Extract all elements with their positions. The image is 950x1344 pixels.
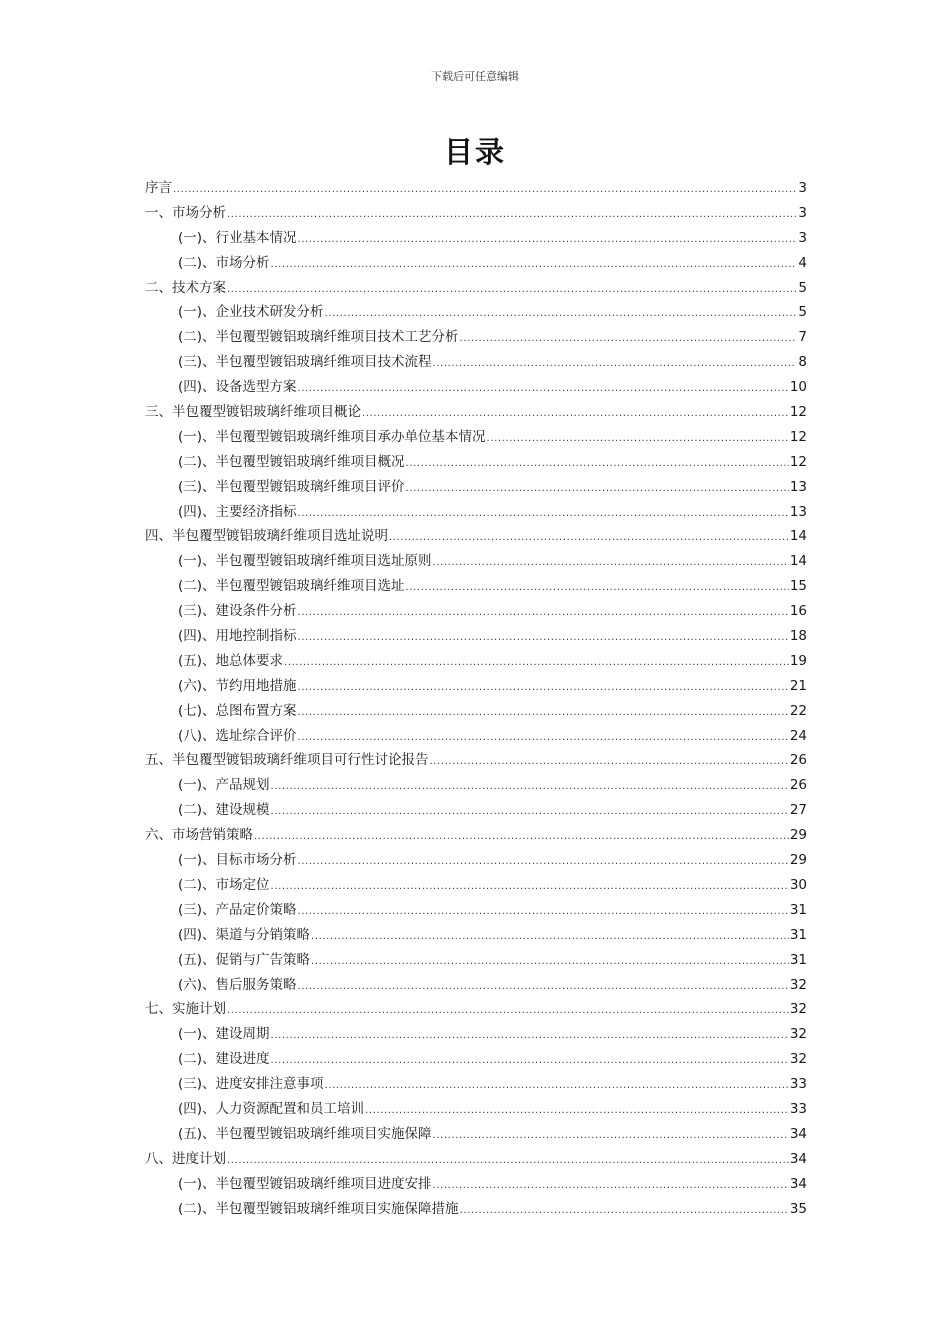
toc-entry-label: (二)、半包覆型镀铝玻璃纤维项目选址 <box>178 578 405 595</box>
toc-entry-page-number: 35 <box>789 1200 807 1217</box>
toc-entry[interactable] <box>145 1097 807 1122</box>
toc-entry-label: (二)、建设规模 <box>178 802 270 819</box>
page-header-note: 下载后可任意编辑 <box>431 70 519 83</box>
toc-dot-leader <box>298 975 789 1000</box>
toc-entry-page-number: 31 <box>789 926 807 943</box>
toc-entry-label: (三)、半包覆型镀铝玻璃纤维项目技术流程 <box>178 354 432 371</box>
toc-dot-leader <box>298 701 789 726</box>
toc-entry[interactable] <box>145 798 807 823</box>
toc-entry[interactable] <box>145 450 807 475</box>
toc-dot-leader <box>362 402 789 427</box>
toc-dot-leader <box>298 850 789 875</box>
toc-entry-label: (四)、人力资源配置和员工培训 <box>178 1100 365 1117</box>
toc-dot-leader <box>298 900 789 925</box>
toc-dot-leader <box>325 1074 789 1099</box>
toc-entry-page-number: 3 <box>798 229 807 246</box>
toc-entry-page-number: 18 <box>789 628 807 645</box>
toc-entry[interactable] <box>145 524 807 549</box>
toc-entry[interactable] <box>145 549 807 574</box>
toc-entry-page-number: 4 <box>798 254 807 271</box>
toc-entry[interactable] <box>145 276 807 301</box>
toc-entry-page-number: 31 <box>789 901 807 918</box>
toc-entry-label: (二)、半包覆型镀铝玻璃纤维项目技术工艺分析 <box>178 329 459 346</box>
toc-entry-label: (八)、选址综合评价 <box>178 727 297 744</box>
toc-entry[interactable] <box>145 1022 807 1047</box>
toc-entry-page-number: 7 <box>798 329 807 346</box>
toc-entry-page-number: 24 <box>789 727 807 744</box>
toc-entry[interactable] <box>145 1047 807 1072</box>
toc-dot-leader <box>227 203 796 228</box>
toc-dot-leader <box>173 178 796 203</box>
toc-entry-label: (四)、设备选型方案 <box>178 379 297 396</box>
toc-dot-leader <box>227 999 789 1024</box>
toc-entry-label: (一)、建设周期 <box>178 1026 270 1043</box>
toc-dot-leader <box>406 452 789 477</box>
toc-entry[interactable] <box>145 997 807 1022</box>
toc-entry-page-number: 29 <box>789 827 807 844</box>
toc-entry-page-number: 3 <box>798 180 807 196</box>
toc-entry-label: (二)、建设进度 <box>178 1051 270 1068</box>
toc-entry-label: 二、技术方案 <box>145 279 226 296</box>
toc-dot-leader <box>433 1174 789 1199</box>
toc-dot-leader <box>227 278 796 303</box>
toc-title: 目录 <box>443 135 506 169</box>
toc-entry-page-number: 8 <box>798 354 807 371</box>
toc-entry[interactable] <box>145 574 807 599</box>
toc-entry[interactable] <box>145 674 807 699</box>
toc-entry-page-number: 33 <box>789 1100 807 1117</box>
toc-dot-leader <box>284 651 789 676</box>
toc-entry-label: 序言 <box>145 180 172 196</box>
toc-entry[interactable] <box>145 873 807 898</box>
toc-dot-leader <box>298 228 796 253</box>
toc-entry-label: (一)、行业基本情况 <box>178 229 297 246</box>
toc-entry-label: 四、半包覆型镀铝玻璃纤维项目选址说明 <box>145 528 388 545</box>
toc-dot-leader <box>389 526 789 551</box>
toc-dot-leader <box>430 750 789 775</box>
toc-entry[interactable] <box>145 350 807 375</box>
toc-dot-leader <box>271 875 789 900</box>
toc-entry-page-number: 14 <box>789 553 807 570</box>
toc-entry-label: (二)、半包覆型镀铝玻璃纤维项目实施保障措施 <box>178 1200 459 1217</box>
toc-entry-page-number: 12 <box>789 428 807 445</box>
toc-entry[interactable] <box>145 201 807 226</box>
toc-entry-label: 三、半包覆型镀铝玻璃纤维项目概论 <box>145 404 361 421</box>
toc-entry-page-number: 13 <box>789 503 807 520</box>
toc-dot-leader <box>406 576 789 601</box>
toc-dot-leader <box>254 825 789 850</box>
toc-entry-page-number: 12 <box>789 404 807 421</box>
toc-entry-page-number: 32 <box>789 976 807 993</box>
table-of-contents <box>145 176 807 1221</box>
toc-entry[interactable] <box>145 1197 807 1222</box>
toc-dot-leader <box>311 950 789 975</box>
toc-entry-page-number: 30 <box>789 876 807 893</box>
toc-entry-page-number: 22 <box>789 702 807 719</box>
toc-entry-label: (三)、产品定价策略 <box>178 901 297 918</box>
toc-entry-page-number: 5 <box>798 279 807 296</box>
toc-entry[interactable] <box>145 251 807 276</box>
toc-entry-page-number: 32 <box>789 1001 807 1018</box>
toc-entry[interactable] <box>145 848 807 873</box>
toc-entry-page-number: 3 <box>798 204 807 221</box>
toc-dot-leader <box>433 551 789 576</box>
toc-entry-label: (六)、售后服务策略 <box>178 976 297 993</box>
toc-entry-page-number: 16 <box>789 603 807 620</box>
toc-dot-leader <box>325 302 796 327</box>
toc-dot-leader <box>298 601 789 626</box>
toc-dot-leader <box>227 1149 789 1174</box>
toc-entry[interactable] <box>145 475 807 500</box>
toc-entry[interactable] <box>145 500 807 525</box>
toc-entry-page-number: 34 <box>789 1175 807 1192</box>
toc-entry[interactable] <box>145 948 807 973</box>
toc-entry[interactable] <box>145 649 807 674</box>
toc-dot-leader <box>365 1099 789 1124</box>
toc-entry-label: (三)、进度安排注意事项 <box>178 1076 324 1093</box>
toc-dot-leader <box>311 925 789 950</box>
toc-entry[interactable] <box>145 1172 807 1197</box>
toc-entry-label: 八、进度计划 <box>145 1150 226 1167</box>
toc-entry-page-number: 34 <box>789 1125 807 1142</box>
toc-entry[interactable] <box>145 599 807 624</box>
toc-entry-page-number: 34 <box>789 1150 807 1167</box>
toc-entry[interactable] <box>145 773 807 798</box>
toc-entry-label: (三)、半包覆型镀铝玻璃纤维项目评价 <box>178 478 405 495</box>
toc-entry-page-number: 14 <box>789 528 807 545</box>
toc-entry-label: 六、市场营销策略 <box>145 827 253 844</box>
toc-dot-leader <box>460 327 796 352</box>
toc-dot-leader <box>271 1024 789 1049</box>
toc-entry[interactable] <box>145 898 807 923</box>
toc-entry[interactable] <box>145 699 807 724</box>
toc-entry-page-number: 33 <box>789 1076 807 1093</box>
toc-entry-label: (五)、促销与广告策略 <box>178 951 311 968</box>
toc-entry-label: (五)、半包覆型镀铝玻璃纤维项目实施保障 <box>178 1125 432 1142</box>
toc-entry-label: (五)、地总体要求 <box>178 652 284 669</box>
toc-entry-label: (七)、总图布置方案 <box>178 702 297 719</box>
toc-dot-leader <box>298 377 789 402</box>
toc-entry[interactable] <box>145 425 807 450</box>
toc-entry-label: (一)、半包覆型镀铝玻璃纤维项目承办单位基本情况 <box>178 428 486 445</box>
toc-entry-label: (二)、半包覆型镀铝玻璃纤维项目概况 <box>178 453 405 470</box>
toc-entry[interactable] <box>145 624 807 649</box>
toc-entry-page-number: 13 <box>789 478 807 495</box>
toc-entry[interactable] <box>145 748 807 773</box>
toc-entry-page-number: 27 <box>789 802 807 819</box>
toc-dot-leader <box>271 800 789 825</box>
toc-entry-page-number: 15 <box>789 578 807 595</box>
toc-entry[interactable] <box>145 226 807 251</box>
toc-entry[interactable] <box>145 973 807 998</box>
toc-dot-leader <box>271 775 789 800</box>
toc-entry[interactable] <box>145 1122 807 1147</box>
toc-dot-leader <box>271 253 796 278</box>
toc-entry-label: (四)、渠道与分销策略 <box>178 926 311 943</box>
toc-entry-label: (四)、用地控制指标 <box>178 628 297 645</box>
toc-entry-page-number: 31 <box>789 951 807 968</box>
toc-entry[interactable] <box>145 1072 807 1097</box>
toc-entry-page-number: 5 <box>798 304 807 321</box>
toc-dot-leader <box>298 502 789 527</box>
toc-dot-leader <box>433 352 796 377</box>
toc-dot-leader <box>433 1124 789 1149</box>
toc-entry-label: 七、实施计划 <box>145 1001 226 1018</box>
toc-entry-label: (一)、企业技术研发分析 <box>178 304 324 321</box>
toc-entry-label: (一)、半包覆型镀铝玻璃纤维项目进度安排 <box>178 1175 432 1192</box>
toc-entry-page-number: 21 <box>789 677 807 694</box>
toc-entry[interactable] <box>145 176 807 201</box>
toc-entry-label: (四)、主要经济指标 <box>178 503 297 520</box>
toc-entry-label: 五、半包覆型镀铝玻璃纤维项目可行性讨论报告 <box>145 752 429 769</box>
toc-entry-page-number: 26 <box>789 777 807 794</box>
toc-entry-label: (一)、目标市场分析 <box>178 852 297 869</box>
toc-entry-page-number: 19 <box>789 652 807 669</box>
toc-entry[interactable] <box>145 823 807 848</box>
toc-dot-leader <box>298 676 789 701</box>
toc-entry-page-number: 12 <box>789 453 807 470</box>
toc-entry[interactable] <box>145 923 807 948</box>
toc-entry[interactable] <box>145 300 807 325</box>
toc-entry-page-number: 26 <box>789 752 807 769</box>
toc-dot-leader <box>271 1049 789 1074</box>
toc-entry-label: (二)、市场分析 <box>178 254 270 271</box>
toc-entry-page-number: 29 <box>789 852 807 869</box>
toc-dot-leader <box>298 626 789 651</box>
toc-entry[interactable] <box>145 1147 807 1172</box>
toc-entry-label: 一、市场分析 <box>145 204 226 221</box>
toc-dot-leader <box>298 726 789 751</box>
toc-dot-leader <box>460 1199 789 1224</box>
toc-entry[interactable] <box>145 400 807 425</box>
toc-entry-label: (二)、市场定位 <box>178 876 270 893</box>
toc-entry-page-number: 32 <box>789 1026 807 1043</box>
toc-dot-leader <box>406 477 789 502</box>
toc-entry-page-number: 32 <box>789 1051 807 1068</box>
toc-dot-leader <box>487 427 789 452</box>
toc-entry-label: (六)、节约用地措施 <box>178 677 297 694</box>
toc-entry[interactable] <box>145 375 807 400</box>
toc-entry-page-number: 10 <box>789 379 807 396</box>
toc-entry[interactable] <box>145 724 807 749</box>
toc-entry[interactable] <box>145 325 807 350</box>
toc-entry-label: (三)、建设条件分析 <box>178 603 297 620</box>
toc-entry-label: (一)、半包覆型镀铝玻璃纤维项目选址原则 <box>178 553 432 570</box>
toc-entry-label: (一)、产品规划 <box>178 777 270 794</box>
